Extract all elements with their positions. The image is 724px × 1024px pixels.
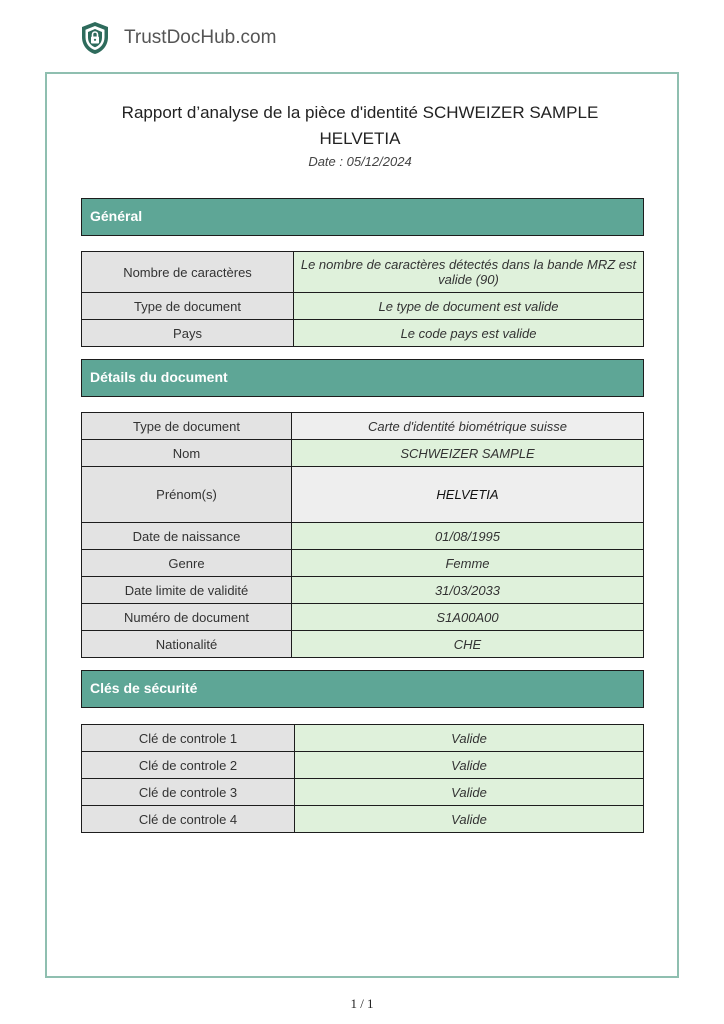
table-row	[82, 725, 644, 752]
row-label: Genre	[82, 550, 292, 577]
row-value: CHE	[292, 631, 644, 658]
row-label: Nombre de caractères	[82, 252, 294, 293]
row-value: 01/08/1995	[292, 523, 644, 550]
section-security-header: Clés de sécurité	[81, 670, 644, 708]
table-row	[82, 631, 644, 658]
security-table	[81, 724, 644, 833]
table-row	[82, 779, 644, 806]
table-row	[82, 440, 644, 467]
report-date: Date : 05/12/2024	[308, 154, 412, 169]
shield-lock-icon	[80, 21, 110, 55]
row-label: Clé de controle 2	[82, 752, 295, 779]
row-value: Valide	[295, 779, 644, 806]
row-value: SCHWEIZER SAMPLE	[292, 440, 644, 467]
details-table	[81, 412, 644, 658]
general-table	[81, 251, 644, 347]
row-value: Femme	[292, 550, 644, 577]
section-general-header: Général	[81, 198, 644, 236]
table-row	[82, 752, 644, 779]
brand-name: TrustDocHub.com	[124, 27, 277, 48]
row-label: Date de naissance	[82, 523, 292, 550]
table-row	[82, 550, 644, 577]
row-label: Type de document	[82, 293, 294, 320]
row-label: Clé de controle 1	[82, 725, 295, 752]
table-row	[82, 523, 644, 550]
row-value: Valide	[295, 752, 644, 779]
row-label: Nom	[82, 440, 292, 467]
report-title	[110, 100, 610, 152]
row-value: HELVETIA	[292, 467, 644, 523]
row-value: Valide	[295, 806, 644, 833]
row-label: Clé de controle 3	[82, 779, 295, 806]
row-value: S1A00A00	[292, 604, 644, 631]
table-row	[82, 604, 644, 631]
row-value: Le type de document est valide	[294, 293, 644, 320]
row-value: Le nombre de caractères détectés dans la bande MRZ est valide (90)	[294, 252, 644, 293]
row-label: Nationalité	[82, 631, 292, 658]
report-title-line1: Rapport d’analyse de la pièce d'identité SCHWEIZER SAMPLE	[121, 103, 599, 122]
row-label: Numéro de document	[82, 604, 292, 631]
table-row	[82, 320, 644, 347]
row-value: Le code pays est valide	[294, 320, 644, 347]
row-label: Pays	[82, 320, 294, 347]
row-label: Prénom(s)	[82, 467, 292, 523]
table-row	[82, 413, 644, 440]
table-row	[82, 806, 644, 833]
table-row	[82, 577, 644, 604]
row-label: Date limite de validité	[82, 577, 292, 604]
table-row	[82, 293, 644, 320]
row-value: Valide	[295, 725, 644, 752]
table-row	[82, 467, 644, 523]
table-row	[82, 252, 644, 293]
brand-header	[80, 20, 276, 56]
report-title-line2: HELVETIA	[319, 129, 401, 148]
row-label: Type de document	[82, 413, 292, 440]
row-value: 31/03/2033	[292, 577, 644, 604]
section-details-header: Détails du document	[81, 359, 644, 397]
row-label: Clé de controle 4	[82, 806, 295, 833]
row-value: Carte d'identité biométrique suisse	[292, 413, 644, 440]
page-number: 1 / 1	[350, 996, 374, 1011]
